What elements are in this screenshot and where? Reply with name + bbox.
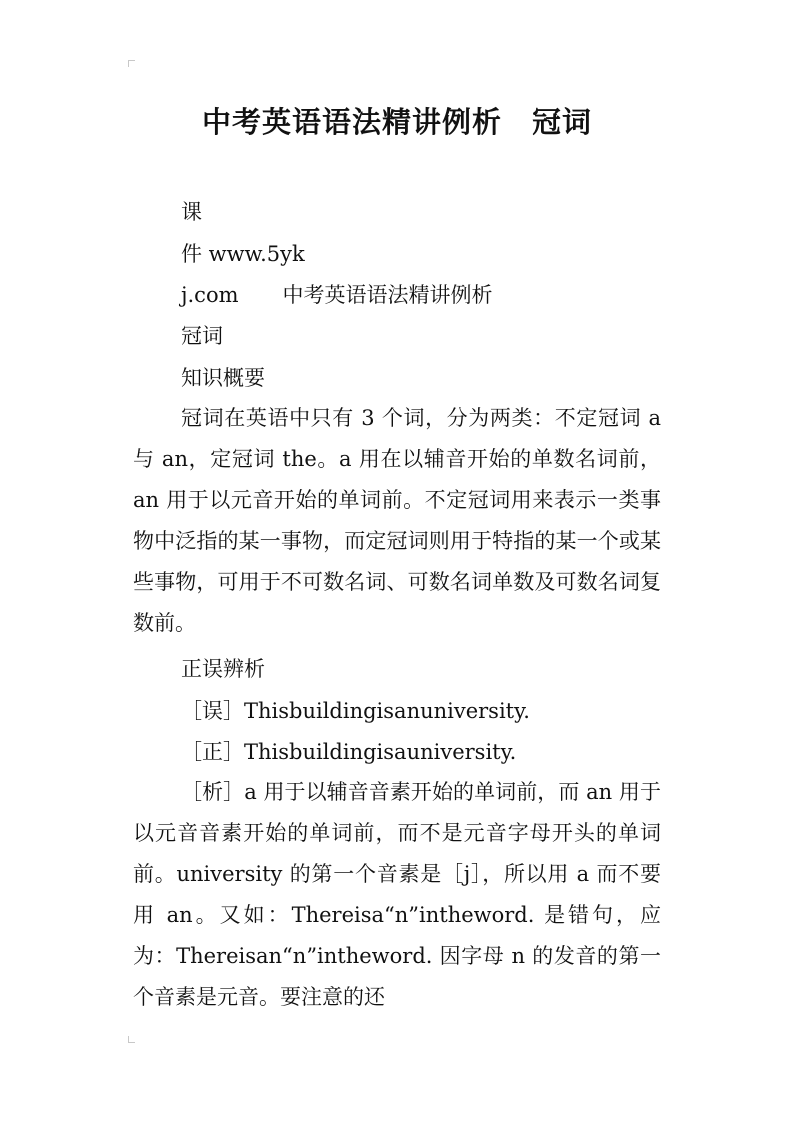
header-line-1: 课 [181,200,202,224]
header-line-3-domain: j.com [181,283,239,307]
overview-paragraph: 冠词在英语中只有 3 个词，分为两类：不定冠词 a 与 an，定冠词 the。a 用在以辅音开始的单数名词前，an 用于以元音开始的单词前。不定冠词用来表示一类事物中泛指的某一事物，而定冠词则用于特指的某一个或某些事物，可用于不可数名词、可数名词单数及可数名词复数前。 [133,406,661,635]
crop-mark-bottom-left [128,1036,135,1043]
header-line-5: 知识概要 [181,366,265,390]
crop-mark-top-left [128,60,135,67]
header-line-4: 冠词 [181,324,223,348]
header-line-3-title: 中考英语语法精讲例析 [282,283,493,307]
section-heading: 正误辨析 [181,657,265,681]
analysis-paragraph: ［析］a 用于以辅音音素开始的单词前，而 an 用于以元音音素开始的单词前，而不是元音字母开头的单词前。university 的第一个音素是［j］，所以用 a 而不要用 an。又如：Thereisa“n”intheword. 是错句，应为：Thereisan“n”intheword. 因字母 n 的发音的第一个音素是元音。要注意的还 [133,780,661,1009]
document-title: 中考英语语法精讲例析 冠词 [201,105,592,139]
wrong-example: ［误］Thisbuildingisanuniversity. [181,699,530,723]
correct-example: ［正］Thisbuildingisauniversity. [181,740,517,764]
header-line-3 [181,282,493,308]
header-line-2: 件 www.5yk [181,242,305,266]
